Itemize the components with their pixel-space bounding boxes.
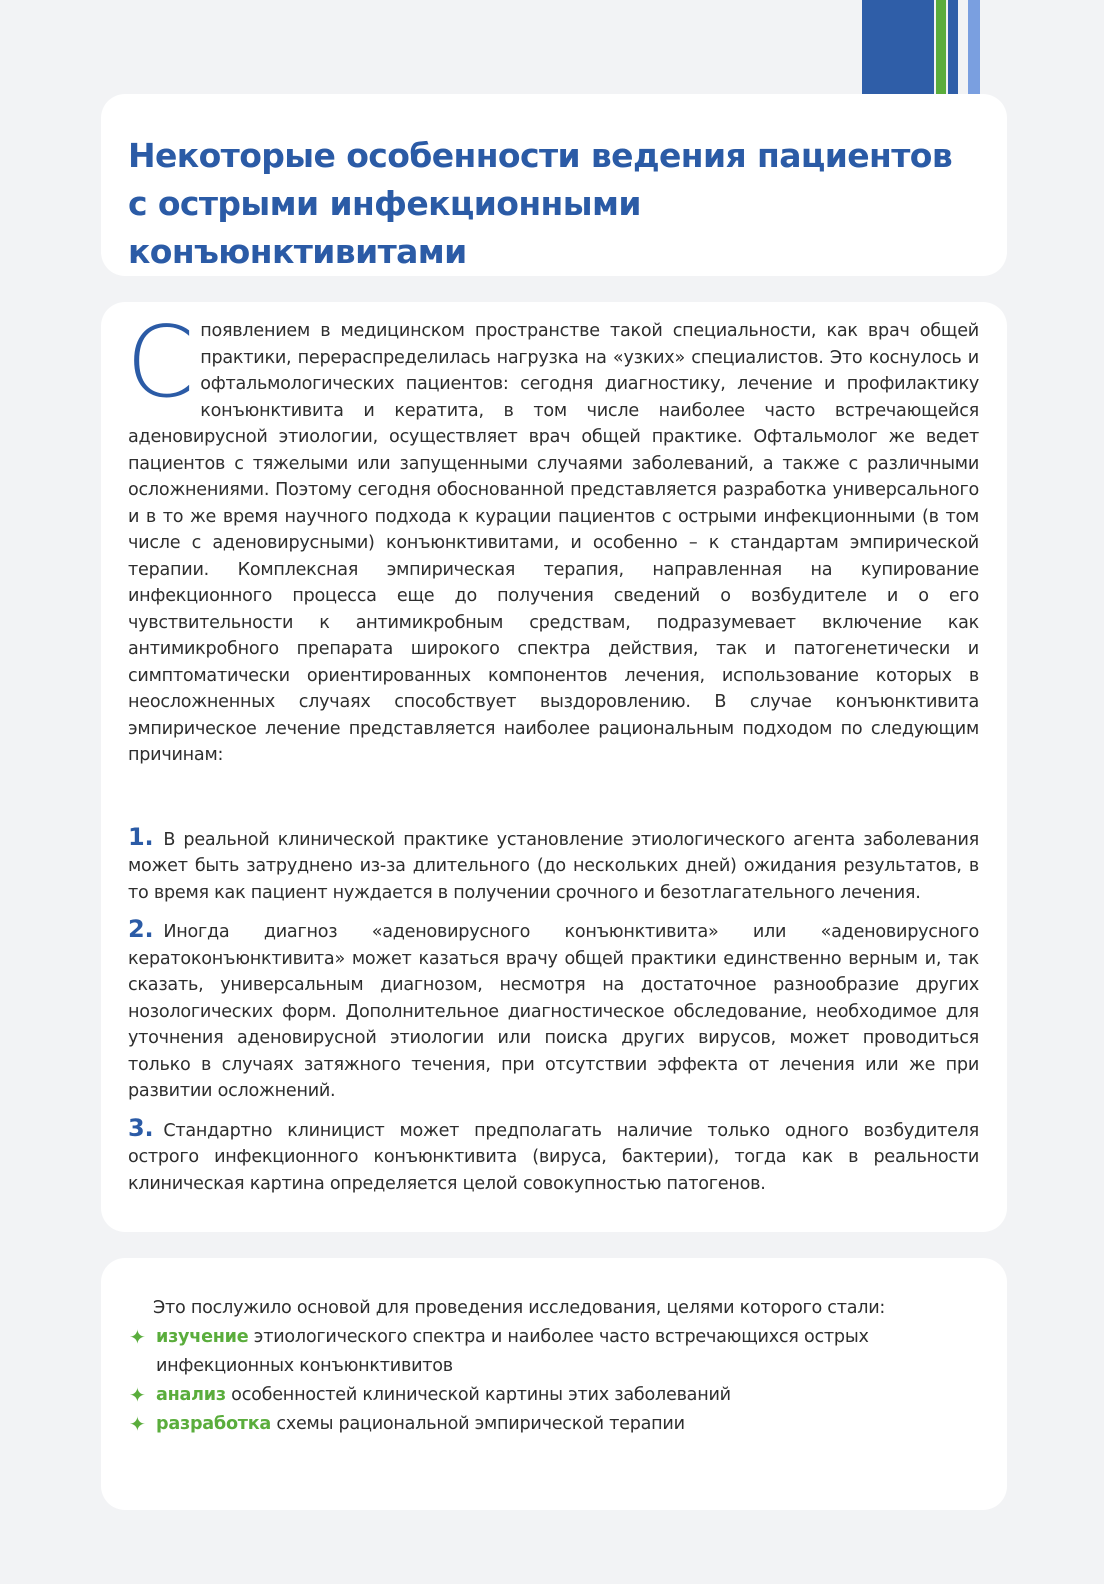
reason-text: В реальной клинической практике установление этиологического агента заболевания может быть затруднено из-за длительного (до нескольких дней) ожидания результатов, в то время как пациент нуждается в получении срочного и безотлагательного лечения. <box>128 829 979 903</box>
title-card <box>101 94 1007 276</box>
stripe-green <box>936 0 946 94</box>
reason-text: Стандартно клиницист может предполагать наличие только одного возбудителя острого инфекционного конъюнктивита (вируса, бактерии), тогда как в реальности клиническая картина определяется целой совокупностью патогенов. <box>128 1120 979 1194</box>
stripe-blue-narrow <box>948 0 958 94</box>
goal-text: особенностей клинической картины этих заболеваний <box>225 1385 731 1405</box>
decorative-stripes <box>862 0 982 94</box>
goal-item <box>129 1381 979 1410</box>
goal-keyword: разработка <box>156 1414 272 1434</box>
stripe-blue-wide <box>862 0 934 94</box>
goal-text: этиологического спектра и наиболее часто встречающихся острых инфекционных конъюнктивитов <box>156 1327 869 1376</box>
goal-item <box>129 1410 979 1439</box>
intro-paragraph <box>126 306 979 769</box>
goal-item <box>129 1323 979 1381</box>
goal-keyword: анализ <box>156 1385 226 1405</box>
goals-intro: Это послужило основой для проведения исследования, целями которого стали: <box>153 1298 886 1318</box>
reasons-list <box>128 824 979 1198</box>
sparkle-bullet-icon: ✦ <box>129 1412 146 1436</box>
reason-item <box>128 1115 979 1198</box>
goal-text: схемы рациональной эмпирической терапии <box>271 1414 685 1434</box>
sparkle-bullet-icon: ✦ <box>129 1383 146 1407</box>
goal-keyword: изучение <box>156 1327 249 1347</box>
sparkle-bullet-icon: ✦ <box>129 1325 146 1349</box>
reason-number: 2. <box>128 915 154 943</box>
stripe-light-blue <box>968 0 980 94</box>
reason-number: 3. <box>128 1113 154 1142</box>
page-title <box>128 132 981 276</box>
drop-cap: С <box>126 306 195 420</box>
intro-text: появлением в медицинском пространстве такой специальности, как врач общей практики, перераспределилась нагрузка на «узких» специалистов. Это коснулось и офтальмологических пациентов: сегодня диагностику, лечение и профилактику конъюнктивита и кератита, в том числе наиболее часто встречающейся аденовирусной этиологии, осуществляет врач общей практике. Офтальмолог же ведет пациентов с тяжелыми или запущенными случаями заболеваний, а также с различными осложнениями. Поэтому сегодня обоснованной представляется разработка универсального и в то же время научного подхода к курации пациентов с острыми инфекционными (в том числе с аденовирусными) конъюнктивитами, и особенно – к стандартам эмпирической терапии. Комплексная эмпирическая терапия, направленная на купирование инфекционного процесса еще до получения сведений о возбудителе и о его чувствительности к антимикробным средствам, подразумевает включение как антимикробного препарата широкого спектра действия, так и патогенетически и симптоматически ориентированных компонентов лечения, использование которых в неосложненных случаях способствует выздоровлению. В случае конъюнктивита эмпирическое лечение представляется наиболее рациональным подходом по следующим причинам: <box>128 321 979 765</box>
goals-card <box>101 1258 1007 1510</box>
title-line-1: Некоторые особенности ведения пациентов <box>128 136 953 175</box>
reason-item <box>128 916 979 1105</box>
reason-item <box>128 824 979 907</box>
main-text-card <box>101 302 1007 1232</box>
title-line-2: с острыми инфекционными конъюнктивитами <box>128 184 641 271</box>
reason-number: 1. <box>128 822 154 851</box>
reason-text: Иногда диагноз «аденовирусного конъюнктивита» или «аденовирусного кератоконъюнктивита» может казаться врачу общей практики единственно верным и, так сказать, универсальным диагнозом, несмотря на достаточное разнообразие других нозологических форм. Дополнительное диагностическое обследование, необходимое для уточнения аденовирусной этиологии или поиска других вирусов, может проводиться только в случаях затяжного течения, при отсутствии эффекта от лечения или же при развитии осложнений. <box>128 922 979 1101</box>
